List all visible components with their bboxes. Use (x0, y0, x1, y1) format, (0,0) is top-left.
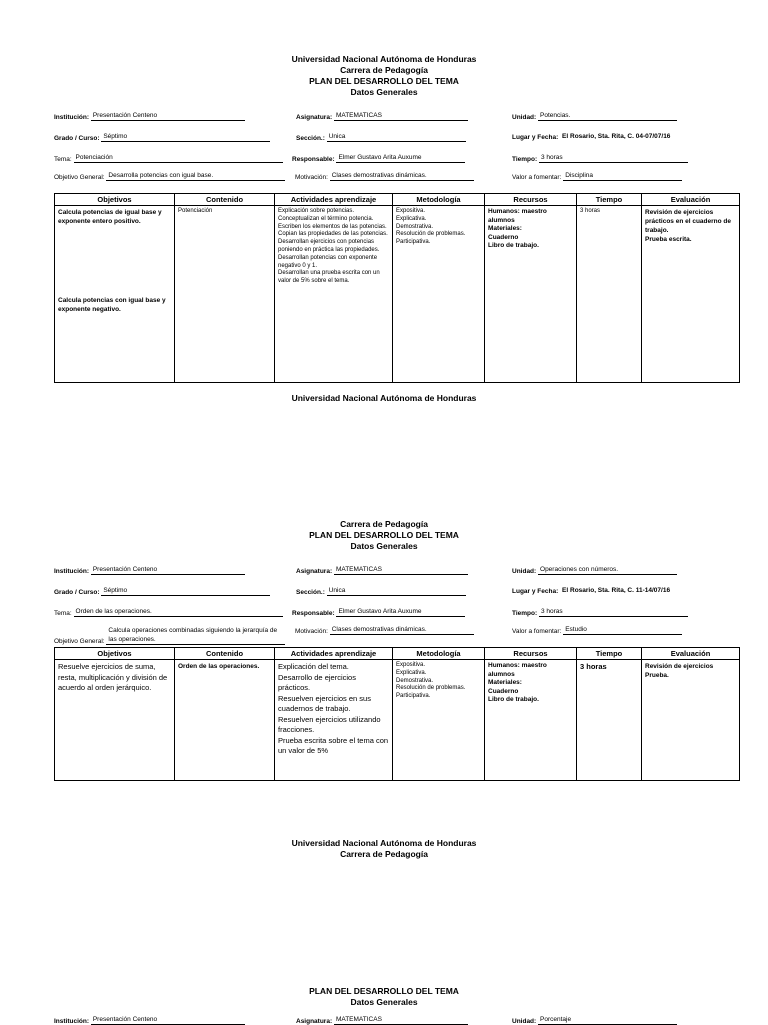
general-data-title: Datos Generales (350, 87, 418, 97)
grado-row (54, 587, 270, 596)
plan3-header (0, 986, 768, 1008)
responsable-label: Responsable: (292, 610, 335, 617)
objetivo-value: Calcula operaciones combinadas siguiendo la jerarquía de las operaciones. (106, 626, 285, 645)
col-evaluacion: Evaluación (642, 648, 740, 660)
seccion-label: Sección.: (296, 135, 325, 142)
unidad-value: Porcentaje (538, 1016, 677, 1025)
metodologia-cell (393, 206, 485, 383)
actividad-item: Desarrollan potencias con exponente negativo 0 y 1. (278, 254, 378, 269)
lugar-value: El Rosario, Sta. Rita, C. 11-14/07/16 (562, 587, 671, 594)
unidad-label: Unidad: (512, 568, 537, 575)
contenido-item: Potenciación (178, 208, 213, 214)
recursos-cell (485, 206, 577, 383)
plan-title: PLAN DEL DESARROLLO DEL TEMA (309, 530, 459, 540)
tiempo-item: 3 horas (580, 662, 607, 671)
actividad-item: Resuelven ejercicios utilizando fracciones. (278, 714, 381, 734)
institucion-row (54, 566, 245, 575)
contenido-cell (175, 660, 275, 781)
grado-label: Grado / Curso: (54, 589, 100, 596)
valor-label: Valor a fomentar: (512, 628, 562, 635)
col-objetivos: Objetivos (55, 194, 175, 206)
tiempo-label: Tiempo: (512, 610, 538, 617)
actividad-item: Desarrollan ejercicios con potencias poniendo en práctica las propiedades. (278, 239, 380, 253)
tema-row (54, 608, 283, 617)
tiempo-cell (577, 660, 642, 781)
recursos-cell (485, 660, 577, 781)
asignatura-row (296, 566, 468, 575)
university-title: Universidad Nacional Autónoma de Honduras (291, 393, 477, 403)
institucion-row (54, 112, 245, 121)
actividad-item: Resuelven ejercicios en sus cuadernos de trabajo. (278, 693, 371, 713)
recurso-item: Cuaderno (488, 233, 519, 241)
col-metodologia: Metodología (393, 194, 485, 206)
tema-row (54, 154, 283, 163)
tiempo-label: Tiempo: (512, 156, 538, 163)
objetivos-cell (55, 206, 175, 383)
university-title: Universidad Nacional Autónoma de Honduras (291, 54, 477, 64)
metodologia-item: Expositiva. (396, 662, 426, 668)
evaluacion-item: Revisión de ejercicios prácticos en el cuaderno de trabajo. (645, 209, 731, 234)
contenido-item: Orden de las operaciones. (178, 663, 260, 670)
institucion-label: Institución: (54, 568, 90, 575)
institucion-value: Presentación Centeno (91, 112, 245, 121)
separator-2 (0, 838, 768, 860)
actividades-cell (275, 206, 393, 383)
actividades-cell (275, 660, 393, 781)
objetivo-value: Desarrolla potencias con igual base. (106, 172, 285, 181)
lugar-row (512, 133, 672, 141)
career-title: Carrera de Pedagogía (340, 65, 428, 75)
career-title: Carrera de Pedagogía (340, 519, 428, 529)
tiempo-value: 3 horas (539, 608, 688, 617)
valor-row (512, 626, 682, 635)
recurso-item: Materiales: (488, 679, 522, 686)
lugar-row (512, 587, 672, 595)
general-data-title: Datos Generales (350, 541, 418, 551)
col-tiempo: Tiempo (577, 648, 642, 660)
tiempo-cell (577, 206, 642, 383)
motivacion-value: Clases demostrativas dinámicas. (330, 626, 474, 635)
actividad-item: Desarrollan una prueba escrita con un valor de 5% sobre el tema. (278, 270, 380, 285)
responsable-label: Responsable: (292, 156, 335, 163)
actividad-item: Copian las propiedades de las potencias. (278, 231, 388, 238)
evaluacion-item: Revisión de ejercicios (645, 663, 714, 670)
lugar-value: El Rosario, Sta. Rita, C. 04-07/07/16 (562, 133, 671, 140)
general-data-title: Datos Generales (350, 997, 418, 1007)
grado-row (54, 133, 270, 142)
unidad-row (512, 566, 677, 575)
contenido-cell (175, 206, 275, 383)
metodologia-item: Participativa. (396, 693, 431, 700)
tema-label: Tema: (54, 610, 72, 617)
institucion-label: Institución: (54, 1018, 90, 1025)
seccion-row (296, 133, 466, 142)
objetivo-row (54, 626, 285, 645)
tiempo-value: 3 horas (539, 154, 688, 163)
asignatura-label: Asignatura: (296, 568, 333, 575)
col-contenido: Contenido (175, 194, 275, 206)
evaluacion-cell (642, 206, 740, 383)
col-recursos: Recursos (485, 194, 577, 206)
institucion-value: Presentación Centeno (91, 566, 245, 575)
col-evaluacion: Evaluación (642, 194, 740, 206)
motivacion-label: Motivación: (295, 174, 328, 181)
asignatura-label: Asignatura: (296, 114, 333, 121)
evaluacion-cell (642, 660, 740, 781)
seccion-label: Sección.: (296, 589, 325, 596)
valor-label: Valor a fomentar: (512, 174, 562, 181)
motivacion-row (295, 626, 474, 635)
metodologia-item: Resolución de problemas. (396, 685, 466, 692)
unidad-value: Operaciones con números. (538, 566, 677, 575)
recurso-item: Libro de trabajo. (488, 696, 539, 703)
actividad-item: Prueba escrita sobre el tema con un valor de 5% (278, 735, 389, 755)
metodologia-item: Expositiva. (396, 208, 426, 214)
motivacion-label: Motivación: (295, 628, 328, 635)
objetivo-label: Objetivo General: (54, 638, 105, 645)
plan2-header (0, 519, 768, 552)
recurso-item: Humanos: maestro alumnos (488, 208, 547, 224)
unidad-value: Potencias. (538, 112, 677, 121)
metodologia-cell (393, 660, 485, 781)
col-tiempo: Tiempo (577, 194, 642, 206)
valor-value: Estudio (563, 626, 682, 635)
col-objetivos: Objetivos (55, 648, 175, 660)
asignatura-row (296, 112, 468, 121)
recurso-item: Libro de trabajo. (488, 242, 539, 249)
objetivo-row (54, 172, 285, 181)
metodologia-item: Participativa. (396, 239, 431, 246)
evaluacion-item: Prueba. (645, 672, 669, 679)
tiempo-row (512, 154, 688, 163)
tema-value: Orden de las operaciones. (74, 608, 283, 617)
unidad-label: Unidad: (512, 1018, 537, 1025)
grado-label: Grado / Curso: (54, 135, 100, 142)
actividad-item: Conceptualizan el término potencia. (278, 215, 374, 222)
recurso-item: Materiales: (488, 225, 522, 232)
seccion-value: Unica (327, 133, 466, 142)
asignatura-value: MATEMATICAS (334, 566, 468, 575)
asignatura-value: MATEMATICAS (334, 112, 468, 121)
metodologia-item: Resolución de problemas. (396, 231, 466, 238)
actividad-item: Explicación del tema. (278, 662, 349, 671)
plan1-table (54, 193, 740, 383)
institucion-label: Institución: (54, 114, 90, 121)
col-metodologia: Metodología (393, 648, 485, 660)
grado-value: Séptimo (101, 587, 270, 596)
unidad-label: Unidad: (512, 114, 537, 121)
tema-value: Potenciación (74, 154, 283, 163)
valor-value: Disciplina (563, 172, 682, 181)
institucion-value: Presentación Centeno (91, 1016, 245, 1025)
grado-value: Séptimo (101, 133, 270, 142)
col-actividades: Actividades aprendizaje (275, 194, 393, 206)
seccion-row (296, 587, 466, 596)
metodologia-item: Explicativa. (396, 669, 427, 676)
metodologia-item: Demostrativa. (396, 677, 434, 684)
objetivo-item: Resuelve ejercicios de suma, resta, multiplicación y división de acuerdo al orden jerárquico. (58, 662, 168, 692)
col-contenido: Contenido (175, 648, 275, 660)
tiempo-item: 3 horas (580, 208, 601, 214)
motivacion-value: Clases demostrativas dinámicas. (330, 172, 474, 181)
valor-row (512, 172, 682, 181)
actividad-item: Desarrollo de ejercicios prácticos. (278, 672, 356, 692)
col-actividades: Actividades aprendizaje (275, 648, 393, 660)
plan-title: PLAN DEL DESARROLLO DEL TEMA (309, 76, 459, 86)
tema-label: Tema: (54, 156, 72, 163)
career-title: Carrera de Pedagogía (340, 849, 428, 859)
plan-title: PLAN DEL DESARROLLO DEL TEMA (309, 986, 459, 996)
objetivo-label: Objetivo General: (54, 174, 105, 181)
responsable-value: Elmer Gustavo Arita Auxume (336, 608, 465, 617)
metodologia-item: Explicativa. (396, 215, 427, 222)
separator-1 (0, 393, 768, 404)
actividad-item: Escriben los elementos de las potencias. (278, 223, 387, 230)
col-recursos: Recursos (485, 648, 577, 660)
seccion-value: Unica (327, 587, 466, 596)
recurso-item: Cuaderno (488, 687, 519, 695)
motivacion-row (295, 172, 474, 181)
plan1-header (0, 54, 768, 98)
lugar-label: Lugar y Fecha: (512, 588, 559, 595)
metodologia-item: Demostrativa. (396, 223, 434, 230)
unidad-row (512, 112, 677, 121)
lugar-label: Lugar y Fecha: (512, 134, 559, 141)
objetivos-cell (55, 660, 175, 781)
recurso-item: Humanos: maestro alumnos (488, 662, 547, 678)
tiempo-row (512, 608, 688, 617)
evaluacion-item: Prueba escrita. (645, 236, 692, 243)
asignatura-label: Asignatura: (296, 1018, 333, 1025)
actividad-item: Explicación sobre potencias. (278, 208, 355, 214)
responsable-value: Elmer Gustavo Arita Auxume (336, 154, 465, 163)
plan2-table (54, 647, 740, 781)
objetivo-item: Calcula potencias con igual base y exponente negativo. (58, 297, 166, 313)
responsable-row (292, 154, 465, 163)
responsable-row (292, 608, 465, 617)
asignatura-value: MATEMATICAS (334, 1016, 468, 1025)
objetivo-item: Calcula potencias de igual base y exponente entero positivo. (58, 209, 162, 225)
university-title: Universidad Nacional Autónoma de Honduras (291, 838, 477, 848)
